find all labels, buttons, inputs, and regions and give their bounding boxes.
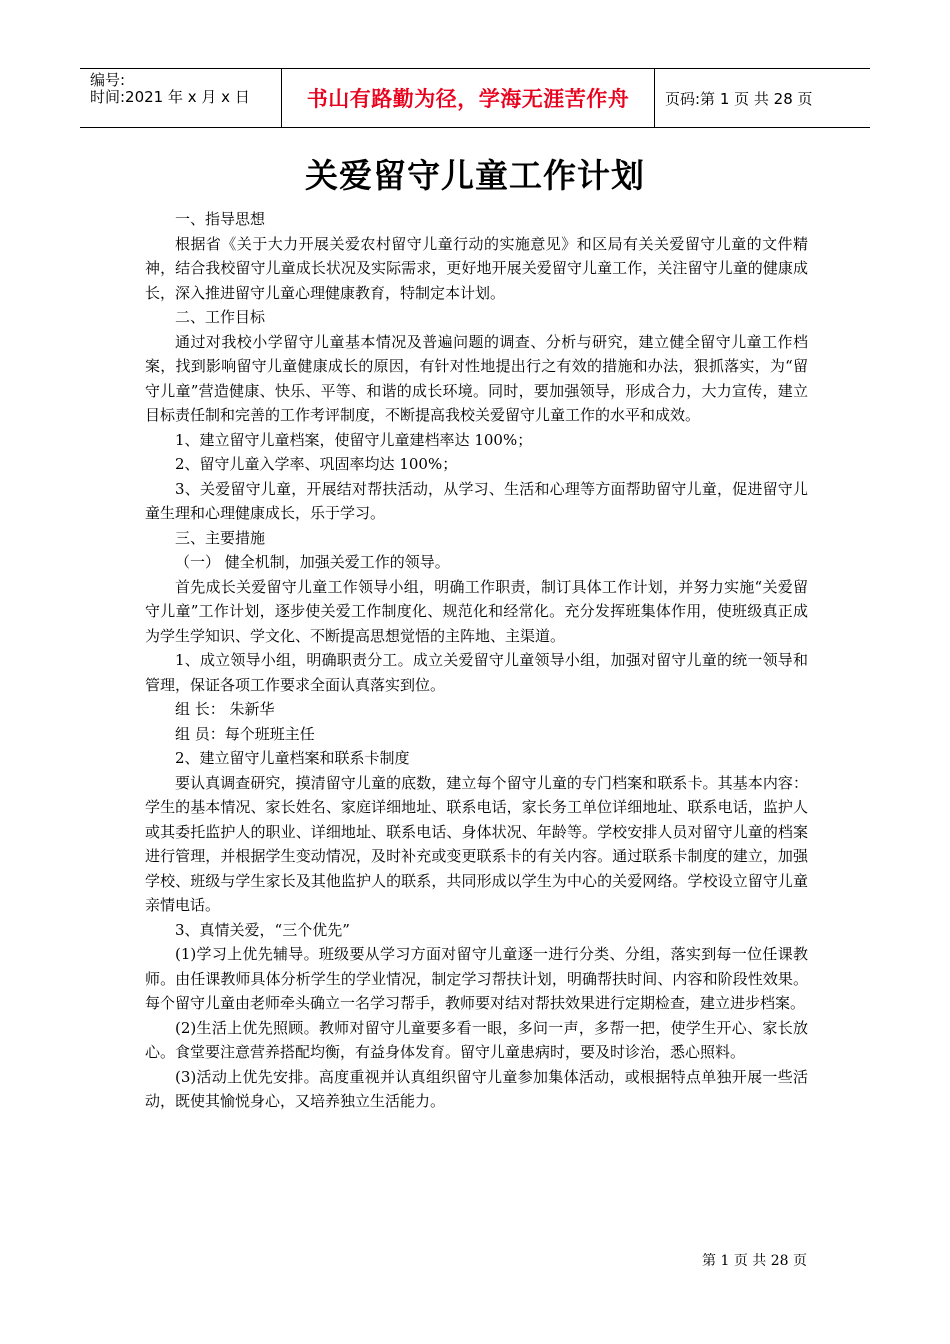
paragraph: (3)活动上优先安排。高度重视并认真组织留守儿童参加集体活动，或根据特点单独开展一些活动，既使其愉悦身心，又培养独立生活能力。: [145, 1067, 808, 1110]
code-label: 编号:: [90, 71, 126, 89]
page-header: [80, 68, 870, 128]
header-motto-cell: [281, 69, 655, 127]
section-heading: 三、主要措施: [175, 528, 266, 547]
date-line: 时间:2021 年 x 月 x 日: [90, 88, 250, 106]
header-page-info: 页码:第 1 页 共 28 页: [665, 89, 813, 108]
paragraph: 要认真调查研究，摸清留守儿童的底数，建立每个留守儿童的专门档案和联系卡。其基本内容：学生的基本情况、家长姓名、家庭详细地址、联系电话，家长务工单位详细地址、联系电话，监护人或其委托监护人的职业、详细地址、联系电话、身体状况、年龄等。学校安排人员对留守儿童的档案进行管理，并根据学生变动情况，及时补充或变更联系卡的有关内容。通过联系卡制度的建立，加强学校、班级与学生家长及其他监护人的联系，共同形成以学生为中心的关爱网络。学校设立留守儿童亲情电话。: [145, 773, 808, 914]
subsection-heading: 2、建立留守儿童档案和联系卡制度: [175, 749, 410, 767]
page-footer: 第 1 页 共 28 页: [702, 1253, 807, 1269]
leader-line: 组 长： 朱新华: [175, 700, 275, 718]
goal-item: 1、建立留守儿童档案，使留守儿童建档率达 100%；: [175, 430, 533, 449]
paragraph: 1、成立领导小组，明确职责分工。成立关爱留守儿童领导小组，加强对留守儿童的统一领导和管理，保证各项工作要求全面认真落实到位。: [145, 651, 808, 694]
paragraph: (2)生活上优先照顾。教师对留守儿童要多看一眼，多问一声，多帮一把，使学生开心、家长放心。食堂要注意营养搭配均衡，有益身体发育。留守儿童患病时，要及时诊治，悉心照料。: [145, 1018, 808, 1061]
subsection-heading: （一） 健全机制，加强关爱工作的领导。: [175, 553, 450, 571]
goal-item: 2、留守儿童入学率、巩固率均达 100%；: [175, 455, 458, 473]
motto-text: 书山有路勤为径，学海无涯苦作舟: [306, 87, 630, 111]
section-heading: 一、指导思想: [175, 210, 266, 228]
subsection-heading: 3、真情关爱，“三个优先”: [175, 920, 350, 939]
paragraph: 首先成长关爱留守儿童工作领导小组，明确工作职责，制订具体工作计划，并努力实施“关爱留守儿童”工作计划，逐步使关爱工作制度化、规范化和经常化。充分发挥班集体作用，使班级真正成为学生学知识、学文化、不断提高思想觉悟的主阵地、主渠道。: [145, 577, 808, 645]
section-heading: 二、工作目标: [175, 308, 266, 326]
paragraph: 通过对我校小学留守儿童基本情况及普遍问题的调查、分析与研究，建立健全留守儿童工作档案，找到影响留守儿童健康成长的原因，有针对性地提出行之有效的措施和办法，狠抓落实，为“留守儿童”营造健康、快乐、平等、和谐的成长环境。同时，要加强领导，形成合力，大力宣传，建立目标责任制和完善的工作考评制度，不断提高我校关爱留守儿童工作的水平和成效。: [145, 332, 808, 424]
document-body: [145, 207, 808, 1114]
members-line: 组 员：每个班班主任: [175, 724, 315, 743]
paragraph: (1)学习上优先辅导。班级要从学习方面对留守儿童逐一进行分类、分组，落实到每一位任课教师。由任课教师具体分析学生的学业情况，制定学习帮扶计划，明确帮扶时间、内容和阶段性效果。每个留守儿童由老师牵头确立一名学习帮手，教师要对结对帮扶效果进行定期检查，建立进步档案。: [145, 945, 808, 1012]
goal-item: 3、关爱留守儿童，开展结对帮扶活动，从学习、生活和心理等方面帮助留守儿童，促进留守儿童生理和心理健康成长，乐于学习。: [145, 479, 808, 522]
document-title: 关爱留守儿童工作计划: [305, 156, 645, 195]
header-meta: [80, 69, 281, 127]
paragraph: 根据省《关于大力开展关爱农村留守儿童行动的实施意见》和区局有关关爱留守儿童的文件精神，结合我校留守儿童成长状况及实际需求，更好地开展关爱留守儿童工作，关注留守儿童的健康成长，深入推进留守儿童心理健康教育，特制定本计划。: [145, 234, 808, 302]
